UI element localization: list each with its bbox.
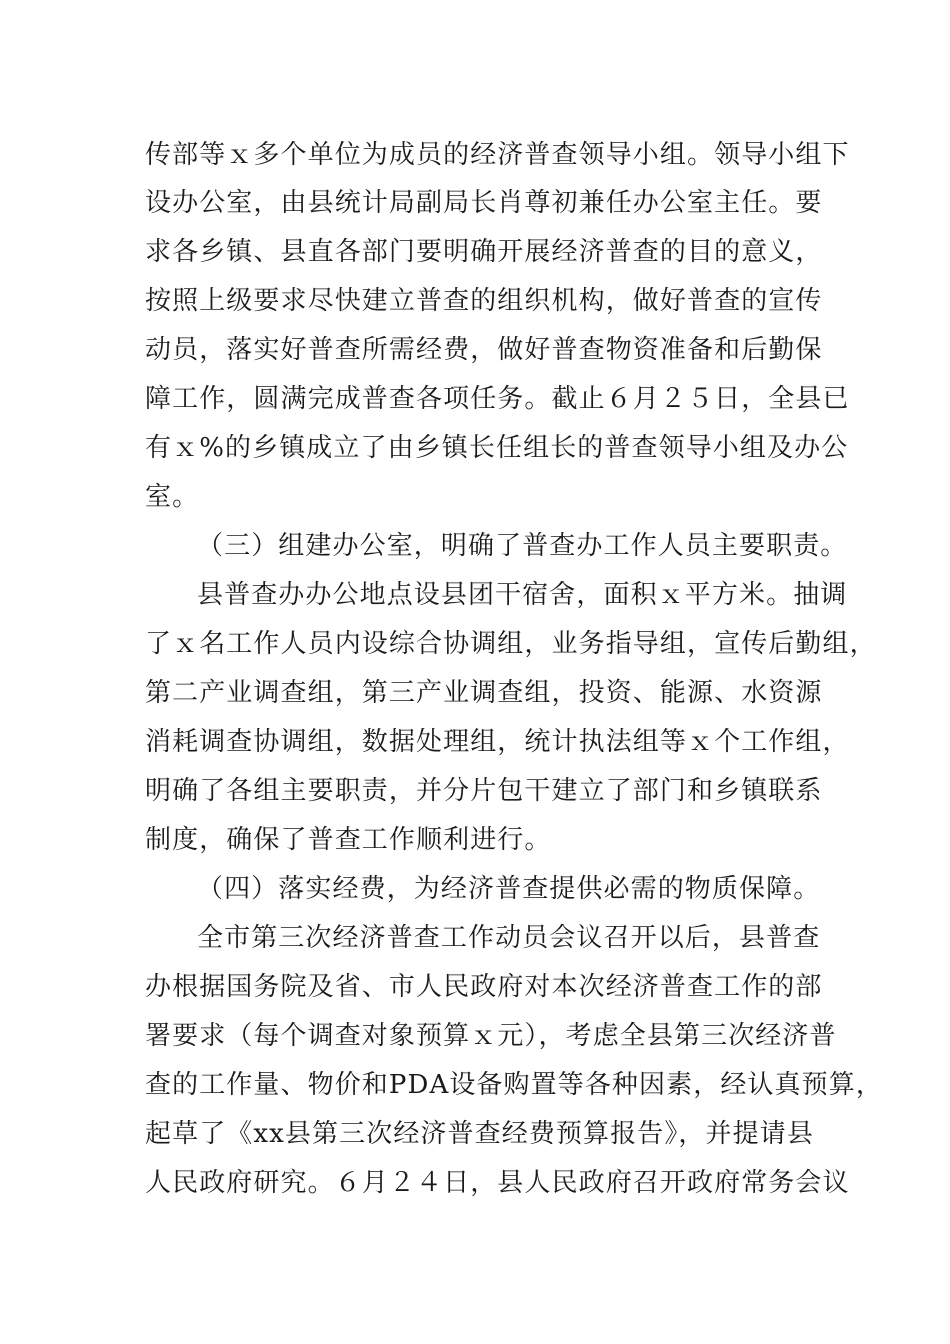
- text-line: 办根据国务院及省、市人民政府对本次经济普查工作的部: [145, 972, 823, 1002]
- text-line: 署要求（每个调查对象预算ｘ元），考虑全县第三次经济普: [145, 1021, 837, 1051]
- text-line: 全市第三次经济普查工作动员会议召开以后，县普查: [197, 923, 821, 953]
- text-line: 室。: [145, 482, 200, 512]
- text-line: 了ｘ名工作人员内设综合协调组，业务指导组，宣传后勤组，: [145, 629, 877, 659]
- text-line: 起草了《xx县第三次经济普查经费预算报告》，并提请县: [145, 1119, 814, 1149]
- text-line: 县普查办办公地点设县团干宿舍，面积ｘ平方米。抽调: [197, 580, 848, 610]
- text-line: 按照上级要求尽快建立普查的组织机构，做好普查的宣传: [145, 286, 823, 316]
- section-heading: （三）组建办公室，明确了普查办工作人员主要职责。: [197, 531, 848, 561]
- text-line: 动员，落实好普查所需经费，做好普查物资准备和后勤保: [145, 335, 823, 365]
- text-line: 消耗调查协调组，数据处理组，统计执法组等ｘ个工作组，: [145, 727, 850, 757]
- text-line: 明确了各组主要职责，并分片包干建立了部门和乡镇联系: [145, 776, 823, 806]
- text-line: 设办公室，由县统计局副局长肖尊初兼任办公室主任。要: [145, 188, 823, 218]
- text-line: 人民政府研究。６月２４日，县人民政府召开政府常务会议: [145, 1168, 850, 1198]
- text-line: 障工作，圆满完成普查各项任务。截止６月２５日，全县已: [145, 384, 850, 414]
- text-line: 求各乡镇、县直各部门要明确开展经济普查的目的意义，: [145, 237, 823, 267]
- text-line: 制度，确保了普查工作顺利进行。: [145, 825, 552, 855]
- text-line: 第二产业调查组，第三产业调查组，投资、能源、水资源: [145, 678, 823, 708]
- text-line: 传部等ｘ多个单位为成员的经济普查领导小组。领导小组下: [145, 140, 850, 170]
- section-heading: （四）落实经费，为经济普查提供必需的物质保障。: [197, 874, 821, 904]
- text-line: 有ｘ%的乡镇成立了由乡镇长任组长的普查领导小组及办公: [145, 433, 849, 463]
- text-line: 查的工作量、物价和PDA设备购置等各种因素，经认真预算，: [145, 1070, 883, 1100]
